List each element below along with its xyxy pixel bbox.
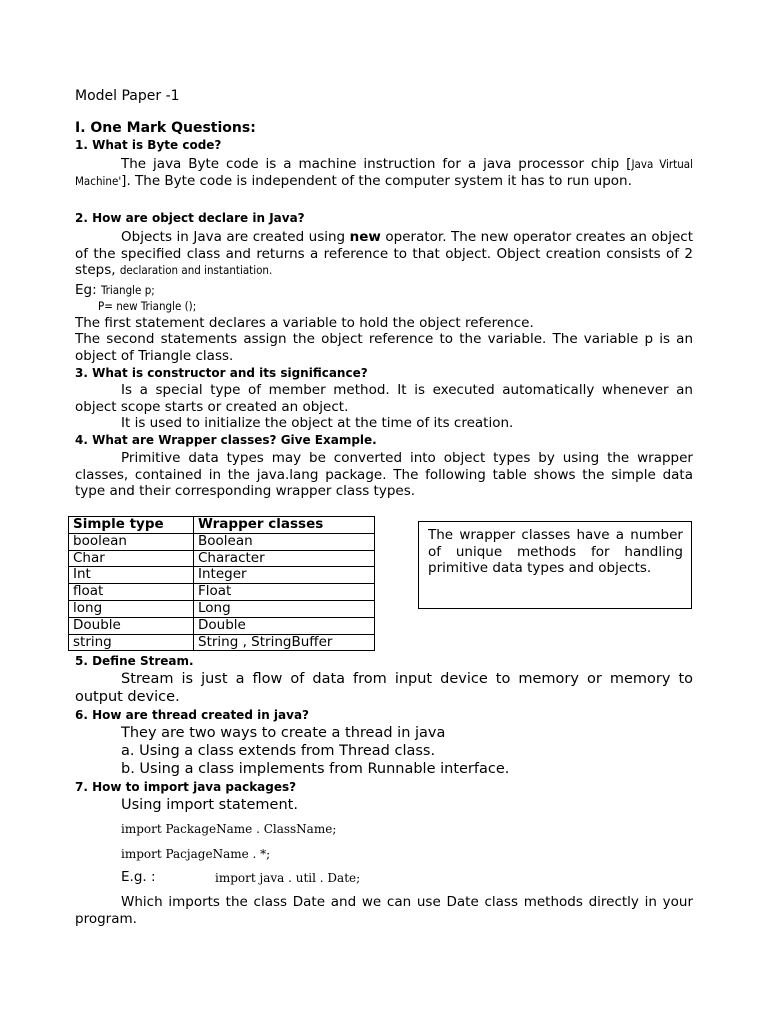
table-cell: string: [69, 634, 194, 651]
answer-4: Primitive data types may be converted into object types by using the wrapper classes, contained in the java.lang package. The following table shows the simple data type and their corresponding wrapper class types.: [75, 450, 693, 499]
table-cell: Long: [194, 600, 375, 617]
example-label-7: E.g. :: [121, 869, 156, 885]
table-cell: Double: [69, 617, 194, 634]
example-code-7: import java . util . Date;: [215, 871, 361, 885]
table-header-cell: Wrapper classes: [194, 517, 375, 534]
answer-5: Stream is just a flow of data from input device to memory or memory to output device.: [75, 671, 693, 705]
table-cell: String , StringBuffer: [194, 634, 375, 651]
table-row: [69, 617, 375, 634]
answer-6-line1: They are two ways to create a thread in java: [121, 725, 446, 741]
answer-6-line2: a. Using a class extends from Thread class.: [121, 743, 436, 759]
section-heading: I. One Mark Questions:: [75, 120, 256, 136]
table-cell: long: [69, 600, 194, 617]
example-label-2: Eg: Triangle p;: [75, 282, 155, 298]
example-code-2: P= new Triangle ();: [98, 299, 197, 313]
table-header-cell: Simple type: [69, 517, 194, 534]
table-row: [69, 567, 375, 584]
table-row: [69, 584, 375, 601]
answer-7-final: Which imports the class Date and we can use Date class methods directly in your program.: [75, 894, 693, 927]
question-4: 4. What are Wrapper classes? Give Example.: [75, 433, 377, 447]
table-cell: Double: [194, 617, 375, 634]
question-5: 5. Define Stream.: [75, 654, 194, 668]
table-cell: boolean: [69, 533, 194, 550]
question-3: 3. What is constructor and its significance?: [75, 366, 368, 380]
table-cell: Int: [69, 567, 194, 584]
note-box: The wrapper classes have a number of unique methods for handling primitive data types and objects.: [418, 521, 692, 609]
code-line-2: import PacjageName . *;: [121, 847, 271, 861]
answer-2: Objects in Java are created using new operator. The new operator creates an object of the specified class and returns a reference to that object. Object creation consists of 2 steps, declaration and instantiation.: [75, 229, 693, 278]
answer-3b: It is used to initialize the object at the time of its creation.: [121, 415, 514, 431]
code-line-1: import PackageName . ClassName;: [121, 822, 337, 836]
page-title: Model Paper -1: [75, 88, 180, 104]
table-row: [69, 533, 375, 550]
table-cell: Integer: [194, 567, 375, 584]
table-row: [69, 600, 375, 617]
question-1: 1. What is Byte code?: [75, 138, 222, 152]
wrapper-classes-table: [68, 516, 375, 651]
answer-6-line3: b. Using a class implements from Runnable interface.: [121, 761, 510, 777]
answer-1: The java Byte code is a machine instruction for a java processor chip [Java Virtual Machine']. The Byte code is independent of the computer system it has to run upon.: [75, 156, 693, 189]
table-cell: Character: [194, 550, 375, 567]
question-2: 2. How are object declare in Java?: [75, 211, 305, 225]
explanation-2a: The first statement declares a variable to hold the object reference.: [75, 315, 534, 331]
table-cell: float: [69, 584, 194, 601]
table-header-row: [69, 517, 375, 534]
answer-3a: Is a special type of member method. It is executed automatically whenever an object scope starts or created an object.: [75, 382, 693, 415]
question-6: 6. How are thread created in java?: [75, 708, 310, 722]
table-cell: Boolean: [194, 533, 375, 550]
question-7: 7. How to import java packages?: [75, 780, 297, 794]
table-cell: Float: [194, 584, 375, 601]
explanation-2b: The second statements assign the object reference to the variable. The variable p is an object of Triangle class.: [75, 331, 693, 364]
table-row: [69, 634, 375, 651]
table-cell: Char: [69, 550, 194, 567]
answer-7-line1: Using import statement.: [121, 797, 298, 813]
table-row: [69, 550, 375, 567]
